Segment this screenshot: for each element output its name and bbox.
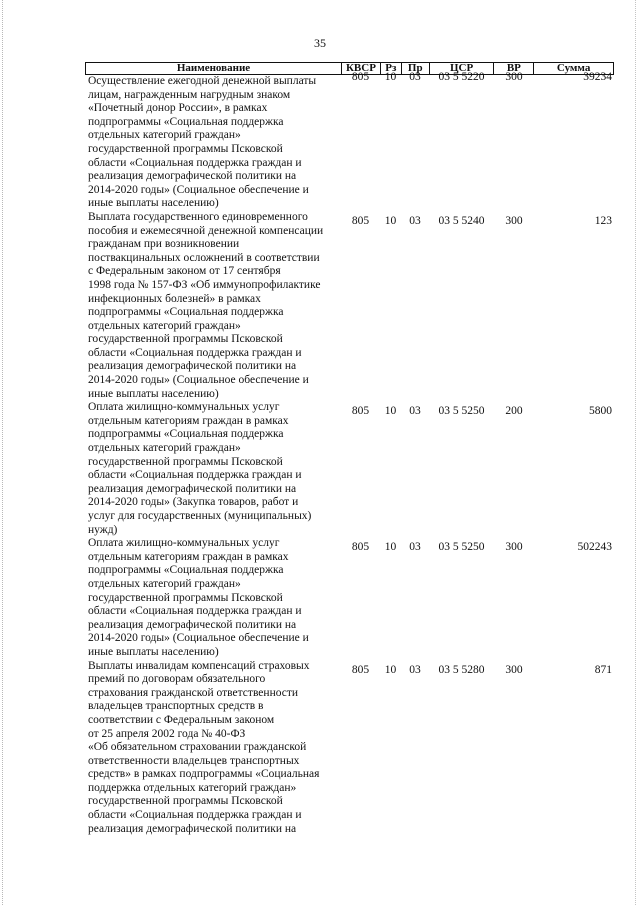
name-line: отдельным категориям граждан в рамках xyxy=(88,414,289,427)
cell-kvsr xyxy=(341,537,380,555)
name-line: лицам, награжденным нагрудным знаком xyxy=(88,88,291,101)
table-row xyxy=(85,401,614,537)
cell-vr xyxy=(494,537,534,555)
cell-pr xyxy=(401,401,429,419)
header-pr: Пр xyxy=(401,63,429,74)
cell-name xyxy=(85,537,341,659)
name-line: 2014-2020 годы» (Социальное обеспечение и xyxy=(88,183,309,196)
name-line: 2014-2020 годы» (Закупка товаров, работ и xyxy=(88,496,299,509)
cell-name xyxy=(85,211,341,401)
name-line: отдельных категорий граждан» xyxy=(88,577,241,590)
name-line: отдельных категорий граждан» xyxy=(88,319,241,332)
cell-pr-value: 03 xyxy=(409,405,421,418)
page-number: 35 xyxy=(314,36,326,50)
name-line: ответственности владельцев транспортных xyxy=(88,754,300,767)
cell-rz-value: 10 xyxy=(384,541,397,554)
name-line: пособия и ежемесячной денежной компенсации xyxy=(88,224,324,237)
name-line: нужд) xyxy=(88,523,118,536)
name-line: 2014-2020 годы» (Социальное обеспечение и xyxy=(88,374,309,387)
name-line: отдельным категориям граждан в рамках xyxy=(88,550,289,563)
cell-name xyxy=(85,401,341,537)
name-line: области «Социальная поддержка граждан и xyxy=(88,469,302,482)
table-row xyxy=(85,71,614,211)
name-line: подпрограммы «Социальная поддержка xyxy=(88,564,284,577)
name-line: реализация демографической политики на xyxy=(88,822,297,835)
header-sum: Сумма xyxy=(533,63,613,74)
name-line: государственной программы Псковской xyxy=(88,455,283,468)
name-line: иные выплаты населению) xyxy=(88,645,219,658)
name-line: гражданам при возникновении xyxy=(88,238,240,251)
cell-sum-value: 123 xyxy=(594,214,612,227)
header-name: Наименование xyxy=(176,62,251,74)
cell-sum xyxy=(534,537,614,555)
name-line: государственной программы Псковской xyxy=(88,591,283,604)
cell-pr xyxy=(401,211,429,229)
header-rz: Рз xyxy=(380,63,401,74)
cell-sum-value: 39234 xyxy=(583,71,612,83)
name-line: поствакцинальных осложнений в соответствии xyxy=(88,251,320,264)
table-row xyxy=(85,660,614,837)
table-row xyxy=(85,211,614,401)
name-line: Выплаты инвалидам компенсаций страховых xyxy=(88,659,310,672)
cell-vr-value: 300 xyxy=(505,663,523,676)
name-line: «Почетный донор России», в рамках xyxy=(88,102,268,115)
name-line: Выплата государственного единовременного xyxy=(88,210,308,223)
cell-sum xyxy=(534,401,614,419)
header-csr: ЦСР xyxy=(429,63,494,74)
cell-csr xyxy=(429,401,494,419)
cell-csr xyxy=(429,660,494,678)
name-line: услуг для государственных (муниципальных) xyxy=(88,510,312,522)
name-line: реализация демографической политики на xyxy=(88,170,297,183)
name-line: «Об обязательном страховании гражданской xyxy=(88,741,307,754)
cell-rz xyxy=(380,71,401,85)
cell-vr-value: 300 xyxy=(505,541,523,554)
page-left-edge xyxy=(2,0,4,905)
cell-kvsr-value: 805 xyxy=(351,405,370,418)
name-line: владельцев транспортных средств в xyxy=(88,700,264,713)
name-line: области «Социальная поддержка граждан и xyxy=(88,346,302,359)
name-line: поддержка отдельных категорий граждан» xyxy=(88,781,297,794)
name-line: государственной программы Псковской xyxy=(88,333,283,346)
cell-rz-value: 10 xyxy=(384,214,397,227)
name-line: 2014-2020 годы» (Социальное обеспечение и xyxy=(88,632,309,645)
cell-kvsr-value: 805 xyxy=(351,71,370,83)
name-line: реализация демографической политики на xyxy=(88,618,297,631)
name-line: области «Социальная поддержка граждан и xyxy=(88,605,302,618)
name-line: инфекционных болезней» в рамках xyxy=(88,292,261,305)
cell-name xyxy=(85,660,341,837)
cell-csr-value: 03 5 5250 xyxy=(438,541,485,554)
name-line: Оплата жилищно-коммунальных услуг xyxy=(88,537,280,550)
cell-csr-value: 03 5 5220 xyxy=(438,71,485,83)
cell-sum xyxy=(534,660,614,678)
name-line: реализация демографической политики на xyxy=(88,482,297,495)
cell-kvsr-value: 805 xyxy=(351,663,370,676)
cell-vr xyxy=(494,71,534,85)
name-line: реализация демографической политики на xyxy=(88,360,297,373)
name-line: области «Социальная поддержка граждан и xyxy=(88,809,302,822)
header-vr: ВР xyxy=(493,63,533,74)
name-line: отдельных категорий граждан» xyxy=(88,442,241,455)
cell-csr xyxy=(429,211,494,229)
name-line: государственной программы Псковской xyxy=(88,142,283,155)
cell-pr xyxy=(401,71,429,85)
name-line: Оплата жилищно-коммунальных услуг xyxy=(88,401,280,414)
name-line: 1998 года № 157-ФЗ «Об иммунопрофилактике xyxy=(88,278,321,291)
name-line: иные выплаты населению) xyxy=(88,387,219,400)
cell-sum xyxy=(534,211,614,229)
cell-sum-value: 502243 xyxy=(577,541,612,554)
cell-name xyxy=(85,75,341,211)
cell-rz-value: 10 xyxy=(384,405,397,418)
cell-rz xyxy=(380,660,401,678)
name-line: подпрограммы «Социальная поддержка xyxy=(88,306,284,319)
cell-rz xyxy=(380,401,401,419)
cell-sum xyxy=(534,71,614,85)
name-line: премий по договорам обязательного xyxy=(88,673,266,686)
cell-pr-value: 03 xyxy=(409,541,421,554)
cell-kvsr xyxy=(341,401,380,419)
cell-pr-value: 03 xyxy=(409,71,421,83)
cell-csr xyxy=(429,71,494,85)
table-row xyxy=(85,537,614,659)
name-line: области «Социальная поддержка граждан и xyxy=(88,156,302,169)
cell-vr xyxy=(494,660,534,678)
budget-table xyxy=(85,62,614,836)
name-line: от 25 апреля 2002 года № 40-ФЗ xyxy=(88,727,246,740)
cell-sum-value: 5800 xyxy=(589,405,612,418)
cell-pr-value: 03 xyxy=(409,214,421,227)
cell-csr xyxy=(429,537,494,555)
name-line: иные выплаты населению) xyxy=(88,197,219,210)
header-kvsr: КВСР xyxy=(341,63,380,74)
page-right-edge xyxy=(635,0,637,905)
cell-csr-value: 03 5 5280 xyxy=(438,663,485,676)
name-line: с Федеральным законом от 17 сентября xyxy=(88,265,281,278)
cell-vr-value: 200 xyxy=(505,405,523,418)
name-line: подпрограммы «Социальная поддержка xyxy=(88,428,284,441)
cell-kvsr-value: 805 xyxy=(351,214,370,227)
cell-pr xyxy=(401,537,429,555)
name-line: отдельных категорий граждан» xyxy=(88,129,241,142)
name-line: подпрограммы «Социальная поддержка xyxy=(88,115,284,128)
name-line: страхования гражданской ответственности xyxy=(88,686,299,699)
cell-rz xyxy=(380,211,401,229)
name-line: соответствии с Федеральным законом xyxy=(88,713,275,726)
cell-vr xyxy=(494,401,534,419)
cell-pr xyxy=(401,660,429,678)
cell-rz-value: 10 xyxy=(384,71,397,83)
cell-vr-value: 300 xyxy=(505,71,523,83)
cell-vr-value: 300 xyxy=(505,214,523,227)
name-line: государственной программы Псковской xyxy=(88,795,283,808)
cell-kvsr-value: 805 xyxy=(351,541,370,554)
cell-kvsr xyxy=(341,211,380,229)
cell-kvsr xyxy=(341,660,380,678)
name-line: средств» в рамках подпрограммы «Социальная xyxy=(88,768,320,781)
cell-pr-value: 03 xyxy=(409,663,421,676)
cell-rz xyxy=(380,537,401,555)
table-body xyxy=(85,71,614,836)
name-line: Осуществление ежегодной денежной выплаты xyxy=(88,75,317,87)
cell-vr xyxy=(494,211,534,229)
cell-csr-value: 03 5 5240 xyxy=(438,214,485,227)
cell-kvsr xyxy=(341,71,380,85)
cell-rz-value: 10 xyxy=(384,663,397,676)
cell-csr-value: 03 5 5250 xyxy=(438,405,485,418)
cell-sum-value: 871 xyxy=(594,663,612,676)
